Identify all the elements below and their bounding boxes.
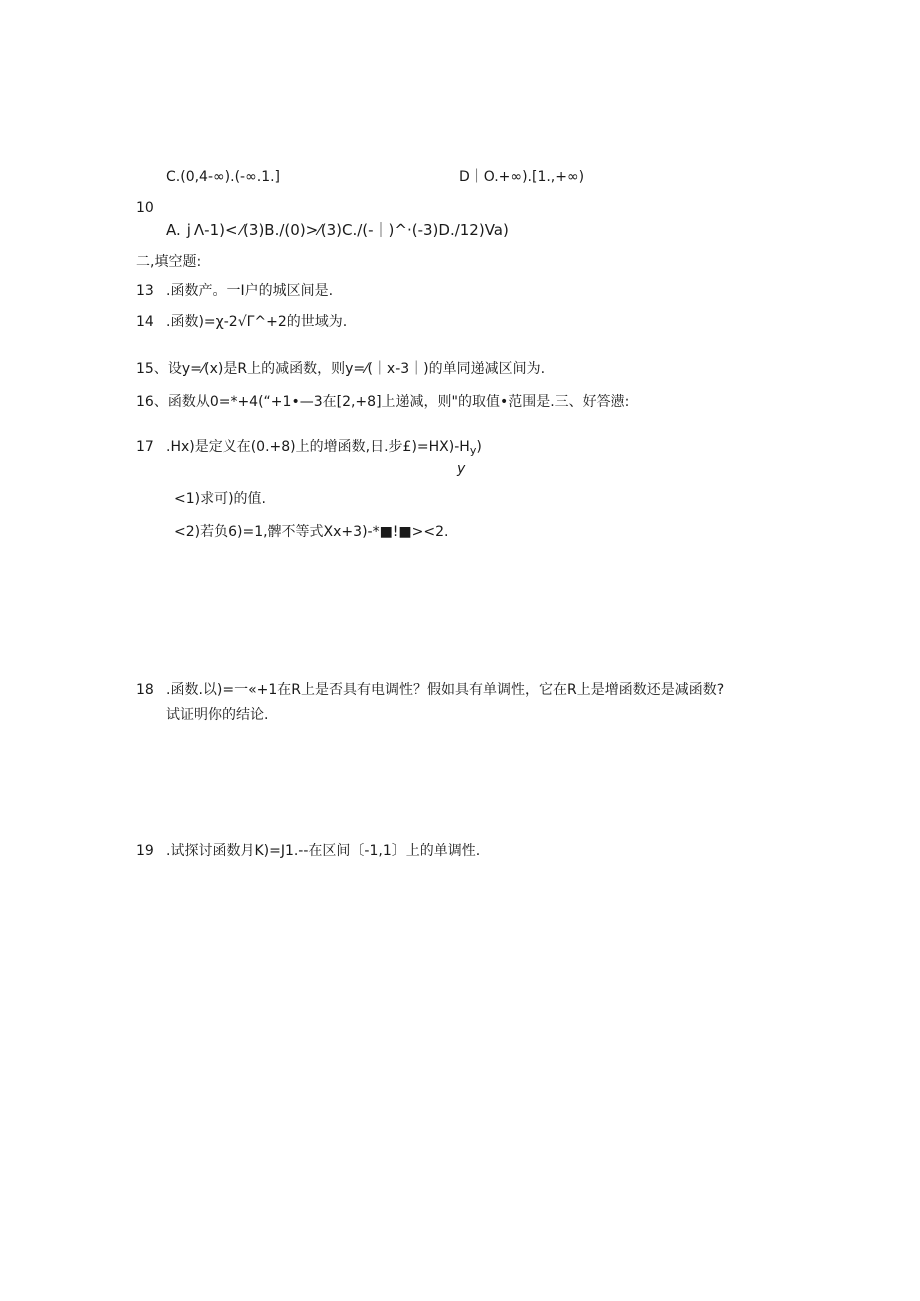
option-d: D｜O.+∞).[1.,+∞) bbox=[459, 169, 585, 185]
question-17-subscript: y bbox=[469, 444, 477, 457]
question-17 bbox=[136, 438, 482, 460]
question-17-number: 17 bbox=[136, 439, 154, 455]
question-17-part-2: <2)若负6)=1,髀不等式Xx+3)-*■!■><2. bbox=[174, 524, 449, 540]
question-19-number: 19 bbox=[136, 843, 154, 859]
question-19 bbox=[136, 842, 480, 860]
option-c: C.(0,4-∞).(-∞.1.] bbox=[166, 169, 281, 185]
question-18-number: 18 bbox=[136, 682, 154, 698]
question-17-denominator: y bbox=[457, 461, 466, 477]
question-19-text: .试探讨函数月K)=J1.--在区间〔-1,1〕上的单调性. bbox=[166, 843, 481, 859]
question-10-options: A. j Λ-1)< ⁄(3)B./(0)>⁄(3)C./(-｜)^·(-3)D./12)Va) bbox=[166, 221, 509, 239]
question-14 bbox=[136, 313, 347, 331]
question-13-text: .函数产。一I户的城区间是. bbox=[166, 283, 334, 299]
section-2-title: 二,填空题: bbox=[136, 254, 202, 270]
question-14-text: .函数)=χ-2√Γ^+2的世域为. bbox=[166, 314, 348, 330]
question-17-text: .Hx)是定义在(0.+8)上的增函数,日.步£)=HX)-H bbox=[166, 439, 470, 455]
question-15: 15、设y=⁄(x)是R上的减函数，则y=⁄(｜x-3｜)的单同递减区间为. bbox=[136, 361, 546, 377]
question-18-line-2: 试证明你的结论. bbox=[166, 707, 269, 723]
question-18 bbox=[136, 681, 724, 699]
question-14-number: 14 bbox=[136, 314, 154, 330]
question-10-number: 10 bbox=[136, 200, 154, 216]
question-16: 16、函数从0=*+4(“+1•—3在[2,+8]上递减，则"的取值•范围是.三、好答懑: bbox=[136, 394, 630, 410]
question-13-number: 13 bbox=[136, 283, 154, 299]
question-17-text-end: ) bbox=[476, 439, 482, 455]
question-18-text: .函数.以)=一«+1在R上是否具有电调性？假如具有单调性，它在R上是增函数还是减函数? bbox=[166, 682, 725, 698]
question-17-part-1: <1)求可)的值. bbox=[174, 491, 267, 507]
question-13 bbox=[136, 282, 333, 300]
